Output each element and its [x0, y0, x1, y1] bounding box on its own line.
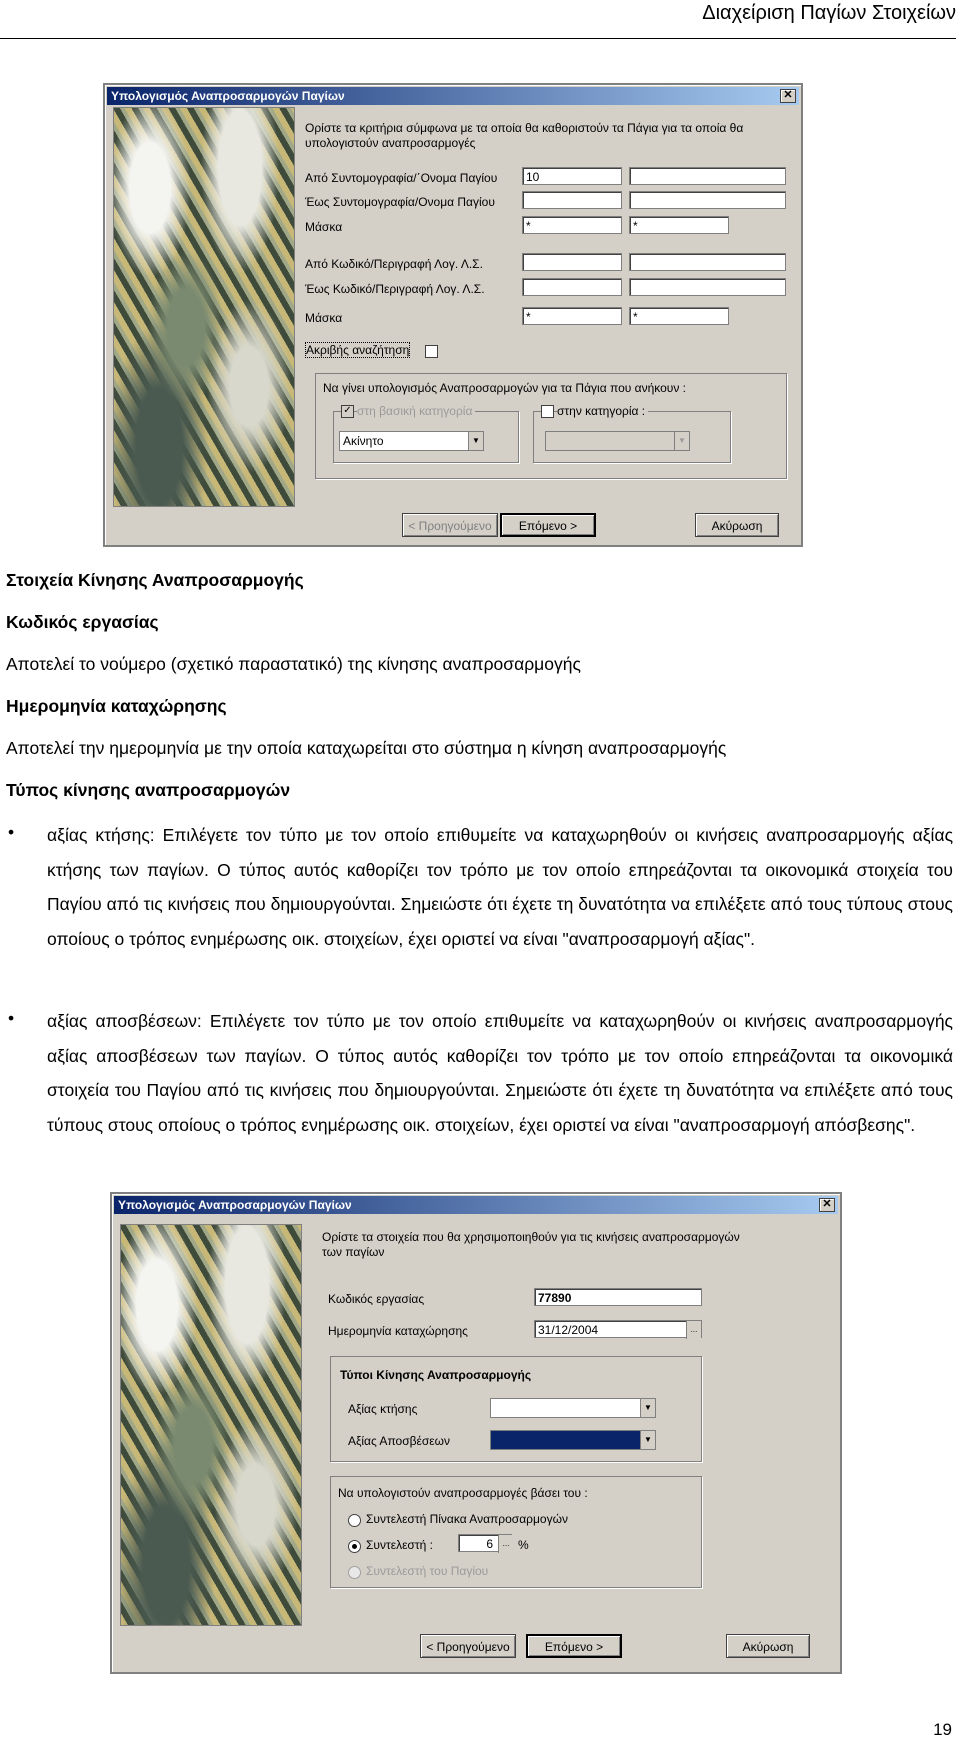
wizard-side-image — [120, 1224, 302, 1626]
page-number: 19 — [933, 1720, 952, 1739]
mask2-label: Μάσκα — [305, 311, 343, 325]
job-code-text: Αποτελεί το νούμερο (σχετικό παραστατικό) της κίνησης αναπροσαρμογής — [6, 654, 581, 674]
mask-desc-input[interactable]: * — [629, 216, 729, 234]
main-category-select[interactable] — [339, 431, 484, 451]
mask2-desc-input[interactable]: * — [629, 307, 729, 325]
coefficient-label: Συντελεστή : — [366, 1538, 433, 1552]
coefficient-lookup-button[interactable]: ... — [498, 1535, 513, 1553]
reg-date-input[interactable]: 31/12/2004 — [534, 1320, 702, 1338]
page-header-title: Διαχείριση Παγίων Στοιχείων — [702, 2, 956, 24]
section-title: Στοιχεία Κίνησης Αναπροσαρμογής — [6, 570, 304, 590]
job-code-title: Κωδικός εργασίας — [6, 612, 159, 632]
chevron-down-icon: ▼ — [674, 432, 689, 450]
job-code-input[interactable]: 77890 — [534, 1288, 702, 1306]
page-header — [0, 0, 956, 39]
coefficient-radio[interactable] — [348, 1540, 361, 1553]
coefficient-table-radio[interactable] — [348, 1514, 361, 1527]
chevron-down-icon: ▼ — [468, 432, 483, 450]
reg-date-title: Ημερομηνία καταχώρησης — [6, 696, 227, 716]
previous-button[interactable]: < Προηγούμενο — [420, 1634, 516, 1658]
next-button[interactable]: Επόμενο > — [500, 513, 596, 537]
reg-date-text: Αποτελεί την ημερομηνία με την οποία καταχωρείται στο σύστημα η κίνηση αναπροσαρμογής — [6, 738, 727, 758]
main-category-value: Ακίνητο — [343, 434, 384, 448]
acquisition-type-label: Αξίας κτήσης — [348, 1402, 418, 1416]
from-code-input[interactable]: 10 — [522, 167, 622, 185]
wizard-side-image — [113, 107, 295, 507]
close-icon[interactable]: ✕ — [819, 1198, 835, 1212]
movement-data-dialog — [110, 1192, 842, 1674]
job-code-label: Κωδικός εργασίας — [328, 1292, 425, 1306]
to-code-input[interactable] — [522, 191, 622, 209]
category-checkbox[interactable] — [541, 405, 554, 418]
dialog-heading: Ορίστε τα στοιχεία που θα χρησιμοποιηθούν για τις κινήσεις αναπροσαρμογών των παγίων — [322, 1230, 740, 1259]
coefficient-table-label: Συντελεστή Πίνακα Αναπροσαρμογών — [366, 1512, 568, 1526]
bullet-depreciation-text: αξίας αποσβέσεων: Επιλέγετε τον τύπο με τον οποίο επιθυμείτε να καταχωρηθούν οι κινήσεις αναπροσαρμογής αξίας αποσβέσεων των παγίων. Ο τύπος αυτός καθορίζει τον τρόπο με τον οποίο επηρεάζονται τα οικονομικά στοιχεία του Παγίου από τις κινήσεις που δημιουργούνται. Σημειώστε ότι έχετε τη δυνατότητα να επιλέξετε από τους τύπους στους οποίους ο τρόπος ενημέρωσης οικ. στοιχείων, έχει οριστεί να είναι "αναπροσαρμογή απόσβεσης". — [47, 1011, 953, 1135]
mask-label: Μάσκα — [305, 220, 343, 234]
depreciation-type-select[interactable] — [490, 1430, 656, 1450]
main-category-checkbox[interactable]: ✓ — [341, 405, 354, 418]
exact-search-checkbox[interactable] — [425, 345, 438, 358]
acquisition-type-select[interactable] — [490, 1398, 656, 1418]
calculation-basis-label: Να υπολογιστούν αναπροσαρμογές βάσει του : — [338, 1486, 588, 1500]
percent-label: % — [518, 1538, 529, 1552]
criteria-dialog — [103, 83, 803, 547]
exact-search-label: Ακριβής αναζήτηση — [306, 343, 410, 357]
asset-coefficient-label: Συντελεστή του Παγίου — [366, 1564, 489, 1578]
to-account-input[interactable] — [522, 278, 622, 296]
from-code-label: Από Συντομογραφία/΄Ονομα Παγίου — [305, 171, 498, 185]
movement-types-title: Τύποι Κίνησης Αναπροσαρμογής — [340, 1368, 532, 1382]
category-label: στην κατηγορία : — [557, 404, 648, 418]
from-account-input[interactable] — [522, 253, 622, 271]
bullet-dot: • — [8, 1008, 15, 1028]
chevron-down-icon: ▼ — [640, 1431, 655, 1449]
to-account-label: Έως Κωδικό/Περιγραφή Λογ. Λ.Σ. — [305, 282, 485, 296]
dialog-titlebar — [114, 1196, 838, 1214]
main-category-label: στη βασική κατηγορία — [357, 404, 475, 418]
dialog-title: Υπολογισμός Αναπροσαρμογών Παγίων — [118, 1198, 352, 1212]
previous-button[interactable]: < Προηγούμενο — [402, 513, 498, 537]
chevron-down-icon: ▼ — [640, 1399, 655, 1417]
to-code-desc-input[interactable] — [629, 191, 786, 209]
cancel-button[interactable]: Ακύρωση — [695, 513, 779, 537]
category-group-label: Να γίνει υπολογισμός Αναπροσαρμογών για τα Πάγια που ανήκουν : — [323, 381, 687, 395]
bullet-dot: • — [8, 822, 15, 842]
dialog-heading: Ορίστε τα κριτήρια σύμφωνα με τα οποία θα καθοριστούν τα Πάγια για τα οποία θα υπολογιστούν αναπροσαρμογές — [305, 121, 744, 150]
to-code-label: Έως Συντομογραφία/Ονομα Παγίου — [305, 195, 495, 209]
asset-coefficient-radio[interactable] — [348, 1566, 361, 1579]
category-select[interactable] — [545, 431, 690, 451]
date-picker-button[interactable]: ... — [686, 1321, 701, 1339]
next-button[interactable]: Επόμενο > — [526, 1634, 622, 1658]
reg-date-label: Ημερομηνία καταχώρησης — [328, 1324, 468, 1338]
from-account-desc-input[interactable] — [629, 253, 786, 271]
close-icon[interactable]: ✕ — [780, 89, 796, 103]
mask2-code-input[interactable]: * — [522, 307, 622, 325]
dialog-titlebar — [107, 87, 799, 105]
from-account-label: Από Κωδικό/Περιγραφή Λογ. Λ.Σ. — [305, 257, 483, 271]
from-code-desc-input[interactable] — [629, 167, 786, 185]
depreciation-type-label: Αξίας Αποσβέσεων — [348, 1434, 451, 1448]
to-account-desc-input[interactable] — [629, 278, 786, 296]
dialog-title: Υπολογισμός Αναπροσαρμογών Παγίων — [111, 89, 345, 103]
coefficient-input[interactable]: 6 — [458, 1534, 512, 1552]
mask-code-input[interactable]: * — [522, 216, 622, 234]
cancel-button[interactable]: Ακύρωση — [726, 1634, 810, 1658]
movement-type-title: Τύπος κίνησης αναπροσαρμογών — [6, 780, 291, 800]
bullet-acquisition-text: αξίας κτήσης: Επιλέγετε τον τύπο με τον οποίο επιθυμείτε να καταχωρηθούν οι κινήσεις αναπροσαρμογής αξίας κτήσης των παγίων. Ο τύπος αυτός καθορίζει τον τρόπο με τον οποίο επηρεάζονται τα οικονομικά στοιχεία του Παγίου από τις κινήσεις που δημιουργούνται. Σημειώστε ότι έχετε τη δυνατότητα να επιλέξετε από τους τύπους στους οποίους ο τρόπος ενημέρωσης οικ. στοιχείων, έχει οριστεί να είναι "αναπροσαρμογή αξίας". — [47, 825, 953, 949]
